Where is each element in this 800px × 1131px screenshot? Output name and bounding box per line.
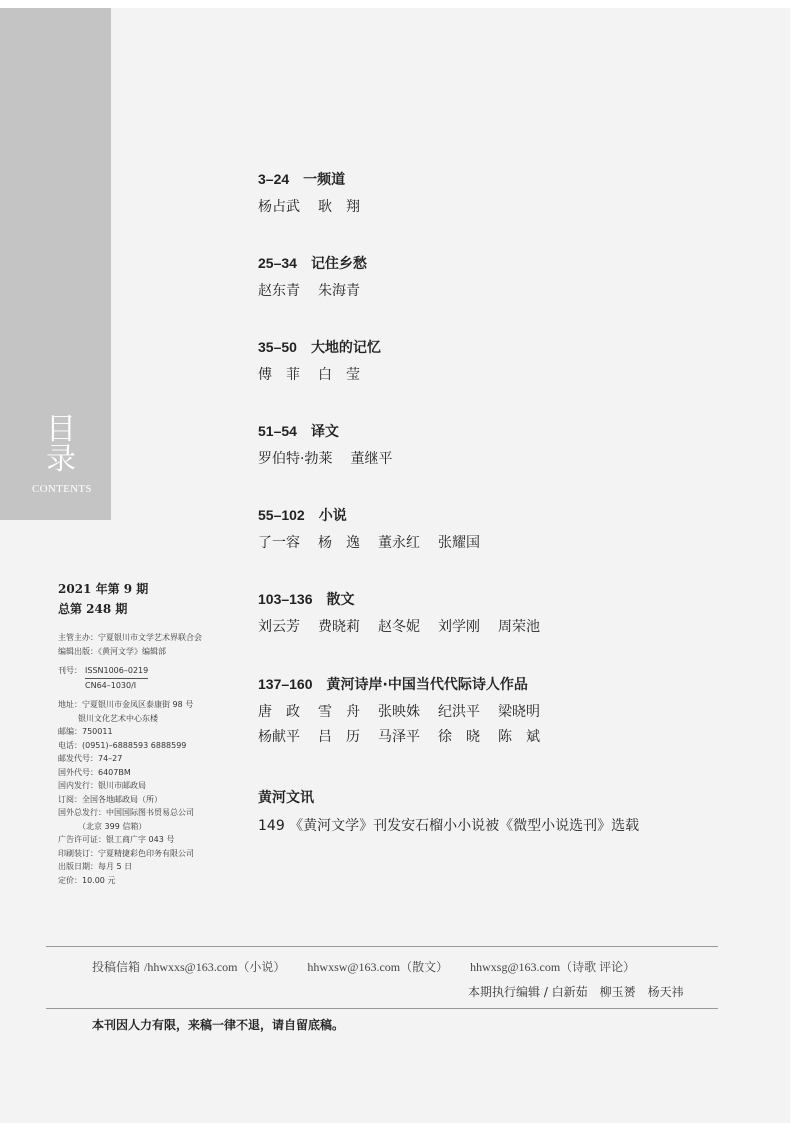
toc-entry[interactable] <box>258 252 738 302</box>
entry-author: 白 莹 <box>318 367 360 383</box>
entry-pages: 103–136 <box>258 591 313 607</box>
colophon-foreign-code: 国外代号：6407BM <box>58 767 131 777</box>
news-item: 149 《黄河文学》刊发安石榴小小说被《微型小说选刊》选载 <box>258 818 640 834</box>
entry-author: 了一容 <box>258 535 300 551</box>
colophon-sponsor: 主管主办：宁夏银川市文学艺术界联合会 <box>58 633 202 642</box>
entry-title: 散文 <box>326 592 355 608</box>
colophon <box>58 631 238 887</box>
entry-pages: 55–102 <box>258 507 305 523</box>
entry-author: 吕 历 <box>318 729 360 745</box>
footer-divider-bottom <box>46 1008 718 1009</box>
entry-title: 记住乡愁 <box>310 256 367 272</box>
contents-label: CONTENTS <box>32 483 92 495</box>
entry-author: 杨献平 <box>258 729 300 745</box>
entry-title: 译文 <box>310 424 339 440</box>
entry-pages: 25–34 <box>258 255 297 271</box>
toc-entry[interactable] <box>258 588 738 638</box>
entry-title: 黄河诗岸·中国当代代际诗人作品 <box>326 677 528 693</box>
colophon-post-code-no: 邮发代号：74–27 <box>58 754 123 763</box>
entry-pages: 137–160 <box>258 676 313 692</box>
toc-entry[interactable] <box>258 336 738 386</box>
entry-author: 梁晓明 <box>498 704 540 720</box>
email-prose[interactable]: hhwxsw@163.com（散文） <box>307 960 449 974</box>
issue-info <box>58 579 148 619</box>
colophon-foreign-dist: 国外总发行：中国国际图书贸易总公司 <box>58 808 194 817</box>
colophon-printer: 印刷装订：宁夏精捷彩色印务有限公司 <box>58 848 194 858</box>
entry-author: 耿 翔 <box>318 199 360 215</box>
toc-entry[interactable] <box>258 504 738 554</box>
entry-title: 大地的记忆 <box>310 340 381 356</box>
footer-divider-top <box>46 946 718 947</box>
entry-author: 赵东青 <box>258 283 300 299</box>
colophon-issn <box>58 664 238 692</box>
entry-author: 马泽平 <box>378 729 420 745</box>
entry-author: 张映姝 <box>378 704 420 720</box>
issn-label: 刊号： <box>58 666 82 675</box>
colophon-address-2: 银川文化艺术中心东楼 <box>78 713 158 723</box>
colophon-pub-date: 出版日期：每月 5 日 <box>58 862 133 871</box>
entry-author: 杨占武 <box>258 199 300 215</box>
entry-author: 纪洪平 <box>438 704 480 720</box>
entry-author: 刘学刚 <box>438 619 480 635</box>
entry-pages: 35–50 <box>258 339 297 355</box>
toc-entry[interactable] <box>258 168 738 218</box>
entry-author: 赵冬妮 <box>378 619 420 635</box>
email-poetry[interactable]: hhwxsg@163.com（诗歌 评论） <box>470 960 636 974</box>
issn-number: ISSN1006–0219 <box>85 664 148 679</box>
news-section[interactable] <box>258 787 738 837</box>
email-fiction[interactable]: /hhwxxs@163.com（小说） <box>144 960 286 974</box>
entry-author: 董继平 <box>350 451 393 467</box>
colophon-domestic: 国内发行：银川市邮政局 <box>58 781 146 790</box>
colophon-publisher: 编辑出版：《黄河文学》编辑部 <box>58 646 166 656</box>
colophon-price: 定价：10.00 元 <box>58 875 116 885</box>
entry-author: 徐 晓 <box>438 729 480 745</box>
toc-heading-char-1: 目 <box>46 412 76 447</box>
entry-author: 刘云芳 <box>258 619 300 635</box>
entry-author: 雪 舟 <box>318 704 360 720</box>
toc-entry[interactable] <box>258 420 738 470</box>
entry-author: 朱海青 <box>318 283 360 299</box>
entry-author: 杨 逸 <box>318 535 360 551</box>
colophon-ad-license: 广告许可证：银工商广字 043 号 <box>58 835 175 844</box>
entry-author: 傅 菲 <box>258 367 300 383</box>
submission-info <box>92 958 635 975</box>
entry-author: 董永红 <box>378 535 420 551</box>
submission-label: 投稿信箱 <box>92 960 141 974</box>
entry-author: 周荣池 <box>498 619 540 635</box>
entry-author: 费晓莉 <box>318 619 360 635</box>
entry-author: 唐 政 <box>258 704 300 720</box>
colophon-address: 地址：宁夏银川市金凤区泰康街 98 号 <box>58 700 194 709</box>
entry-author: 罗伯特·勃莱 <box>258 451 333 467</box>
toc-heading <box>46 412 86 477</box>
editors-line: 本期执行编辑 / 白新茹 柳玉赟 杨天祎 <box>468 985 684 999</box>
colophon-postcode: 邮编：750011 <box>58 727 113 736</box>
toc-heading-char-2: 录 <box>46 442 76 477</box>
entry-title: 一频道 <box>303 172 346 188</box>
toc-entry[interactable] <box>258 673 738 748</box>
entry-pages: 3–24 <box>258 171 290 187</box>
entry-title: 小说 <box>318 508 347 524</box>
entry-author: 陈 斌 <box>498 729 540 745</box>
colophon-foreign-box: （北京 399 信箱） <box>78 821 147 831</box>
news-title: 黄河文讯 <box>258 790 314 806</box>
entry-author: 张耀国 <box>438 535 480 551</box>
submission-notice: 本刊因人力有限，来稿一律不退，请自留底稿。 <box>92 1018 345 1032</box>
issue-number: 2021 年第 9 期 <box>58 582 149 596</box>
colophon-subscribe: 订阅：全国各地邮政局（所） <box>58 794 162 804</box>
issue-total: 总第 248 期 <box>58 602 128 616</box>
colophon-phone: 电话：(0951)–6888593 6888599 <box>58 740 187 750</box>
cn-number: CN64–1030/I <box>85 680 137 690</box>
entry-pages: 51–54 <box>258 423 297 439</box>
